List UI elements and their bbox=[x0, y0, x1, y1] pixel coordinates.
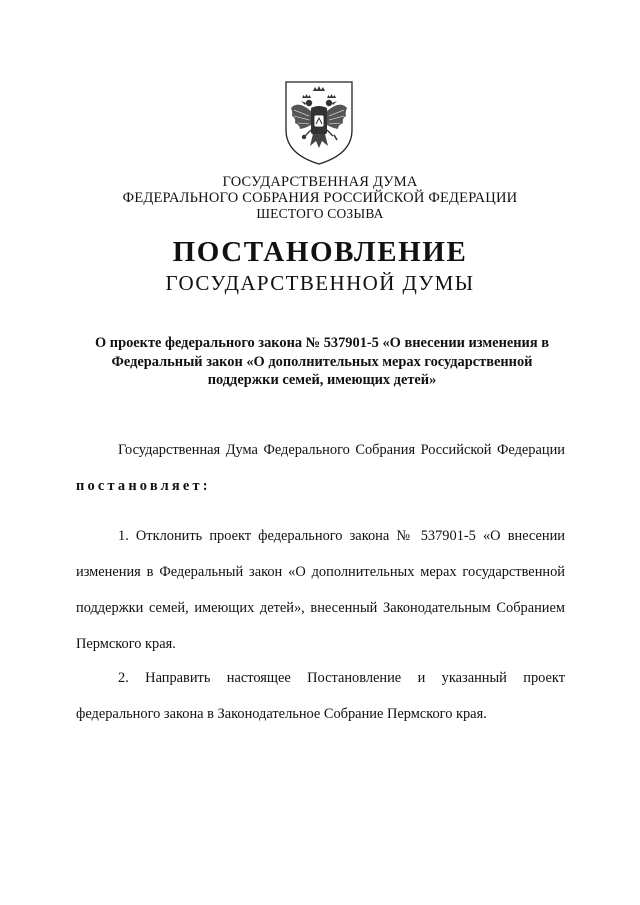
document-title: ПОСТАНОВЛЕНИЕ bbox=[172, 236, 468, 268]
item-2-paragraph: 2. Направить настоящее Постановление и указанный проект федерального закона в Законодательное Собрание Пермского края. bbox=[76, 670, 565, 722]
preamble-paragraph bbox=[76, 432, 565, 504]
state-emblem-icon bbox=[280, 78, 358, 166]
document-subtitle: ГОСУДАРСТВЕННОЙ ДУМЫ bbox=[165, 271, 475, 295]
header-line-assembly: ФЕДЕРАЛЬНОГО СОБРАНИЯ РОССИЙСКОЙ ФЕДЕРАЦИИ bbox=[122, 190, 518, 206]
header-line-duma: ГОСУДАРСТВЕННАЯ ДУМА bbox=[222, 174, 418, 190]
preamble-text: Государственная Дума Федерального Собрания Российской Федерации bbox=[118, 442, 565, 458]
decree-word: постановляет: bbox=[76, 478, 211, 494]
document-subject: О проекте федерального закона № 537901-5 «О внесении изменения в Федеральный закон «О дополнительных мерах государственной поддержки семей, имеющих детей» bbox=[95, 335, 549, 388]
header-line-convocation: ШЕСТОГО СОЗЫВА bbox=[256, 206, 384, 221]
item-1-paragraph: 1. Отклонить проект федерального закона № 537901-5 «О внесении изменения в Федеральный закон «О дополнительных мерах государственной поддержки семей, имеющих детей», внесенный Законодательным Собранием Пермского края. bbox=[76, 528, 565, 652]
